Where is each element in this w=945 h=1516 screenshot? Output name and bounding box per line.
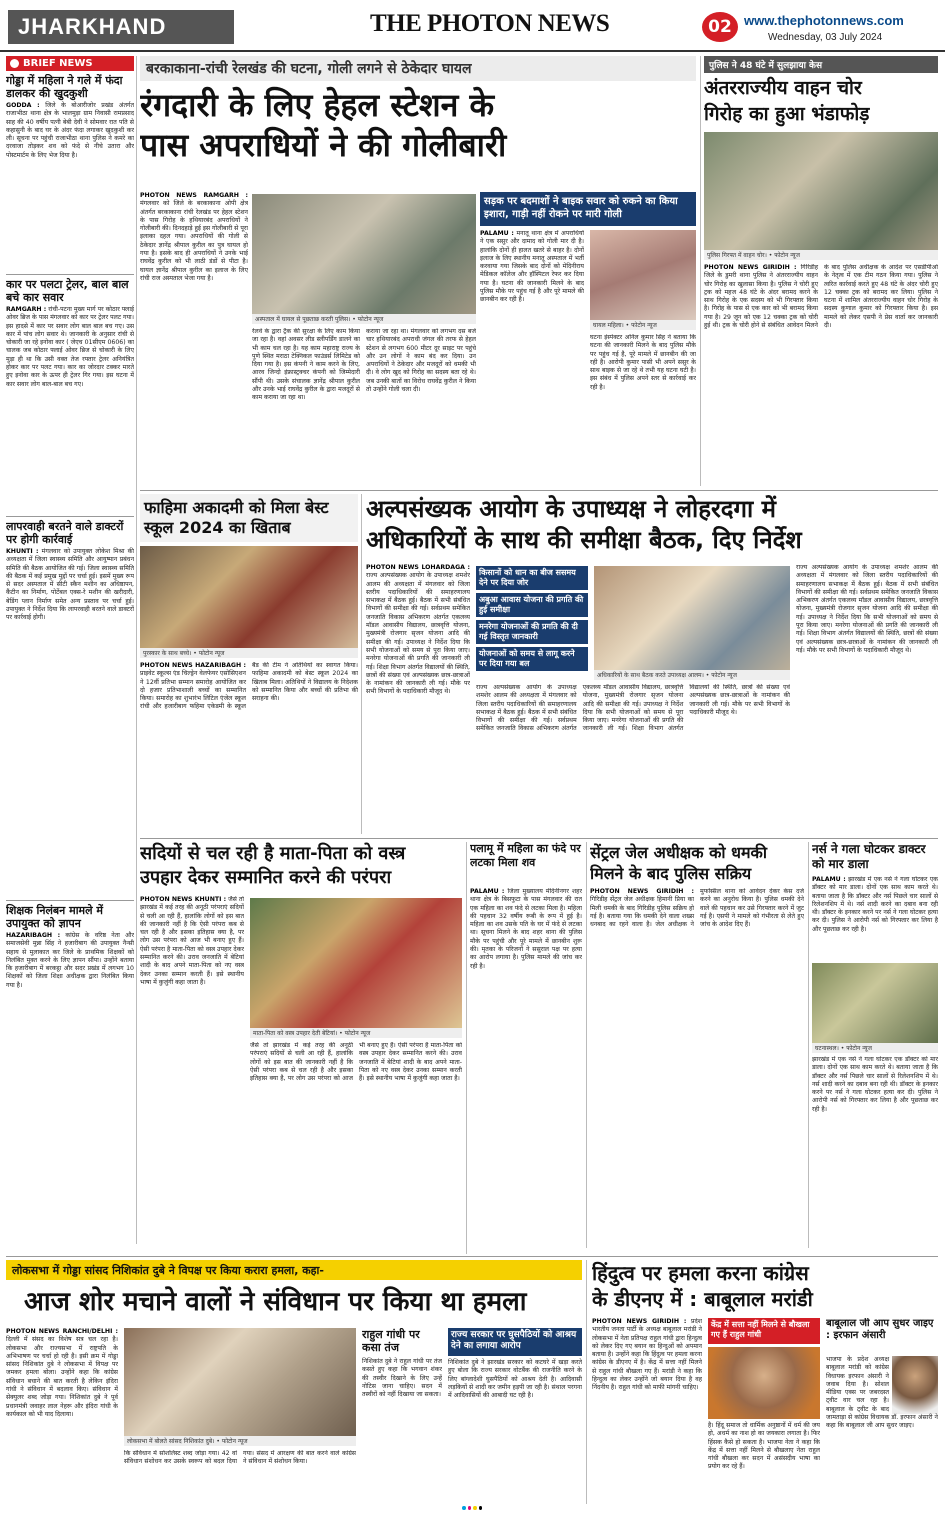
story-body: दिल्ली में संसद का विशेष सत्र चल रहा है। लोकसभा और राज्यसभा में राष्ट्रपति के अभिभाषण पर चर्चा हो रही है। इसी क्रम में गोड्डा सांसद निशिकांत दुबे ने लोकसभा में विपक्ष पर जमकर हमला बोला। उन्होंने कहा कि कांग्रेस संविधान बचाने की बात करती है लेकिन इंदिरा गांधी ने संविधान में बदलाव किए। संविधान में सेक्युलर शब्द जोड़ा गया। निशिकांत दुबे ने पूर्व प्रधानमंत्री जवाहर लाल नेहरू और इंदिरा गांधी के कार्यकाल को भी याद दिलाया। xyxy=(6,1336,118,1418)
subhead: बाबूलाल जी आप सुधर जाइए : इरफान अंसारी xyxy=(826,1318,934,1341)
story-body: गिरिडीह सेंट्रल जेल अधीक्षक हिमानी प्रिया का मिली धमकी के बाद गिरिडीह पुलिस सक्रिय हो गई है। बताया गया कि धमकी देने वाला शख्स धनबाद का रहने वाला है। जेल अधीक्षक ने मुफस्सिल थाना को आवेदन देकर केस दर्ज करने का अनुरोध किया है। पुलिस धमकी देने वाले की पहचान कर उसे गिरफ्तार करने में जुट गई है। एसपी ने मामले को गंभीरता से लेते हुए जांच के आदेश दिए हैं। xyxy=(590,888,804,929)
story-photo xyxy=(124,1328,356,1446)
nurse-story xyxy=(812,842,938,1248)
lead-story xyxy=(140,56,696,486)
side-story-body: घटना इंस्पेक्टर अनिल कुमार सिंह ने बताया कि घटना की जानकारी मिलने के बाद पुलिस मौके पर पहुंच गई है, पूरे मामले में छानबीन की जा रही है। आरोपी कुमार पासी भी अपने ससुर के साथ बाइक से जा रहे थे तभी यह घटना घटी है। इस संबंध में पुलिस अपने स्तर से कार्रवाई कर रही है। xyxy=(590,334,696,391)
story-headline[interactable]: सदियों से चल रही है माता-पिता को वस्त्र उपहार देकर सम्मानित करने की परंपरा xyxy=(140,843,406,888)
photo-caption: पुलिस गिरफ्त में वाहन चोर। • फोटोन न्यूज xyxy=(704,250,938,260)
story-photo xyxy=(250,898,462,1038)
photo-caption: पुरस्कार के साथ बच्चे। • फोटोन न्यूज xyxy=(140,648,358,658)
brief-body: कांग्रेस के वरिष्ठ नेता और समाजसेवी मुन्ना सिंह ने हजारीबाग की उपायुक्त नैन्सी सहाय से मुलाकात कर जिले के प्राथमिक शिक्षकों को निलंबित मुक्त करने के लिए ज्ञापन सौंपा। उन्होंने बताया कि हजारीबाग में बरकट्ठा और सदर प्रखंड में लगभग 10 शिक्षकों को जिला शिक्षा अधीक्षक द्वारा निलंबित किया गया है। xyxy=(6,932,134,989)
highlights-box xyxy=(476,566,588,676)
brief-headline[interactable]: गोड्डा में महिला ने गले में फंदा डालकर की खुदकुशी xyxy=(6,74,123,100)
minority-commission-story xyxy=(366,494,938,834)
story-body: राज्य अल्पसंख्यक आयोग के उपाध्यक्ष शमशेर आलम की अध्यक्षता में मंगलवार को जिला स्तरीय पदाधिकारियों की समाहरणालय सभाकक्ष में बैठक हुई। बैठक में सभी संबंधित विभागों की समीक्षा की गई। सर्वप्रथम समेकित जनजाति विकास अभिकरण अंतर्गत एकलव्य मॉडल आवासीय विद्यालय, छात्रवृत्ति योजना, मुख्यमंत्री रोजगार सृजन योजना आदि की समीक्षा की गई। उपाध्यक्ष ने निर्देश दिया कि सभी योजनाओं को समय से पूरा किया जाए। मनरेगा योजनाओं की प्रगति की जानकारी ली गई। शिक्षा विभाग अंतर्गत विद्यालयों की स्थिति, छात्रों की संख्या एवं अल्पसंख्यक छात्र-छात्राओं के नामांकन की जानकारी ली गई। मौके पर सभी विभागों के पदाधिकारी मौजूद थे। xyxy=(366,572,470,696)
dubey-headline[interactable]: आज शोर मचाने वालों ने संविधान पर किया था हमला xyxy=(24,1287,527,1317)
brief-body: मंगलवार को उपायुक्त लोकेश मिश्रा की अध्यक्षता में जिला स्वास्थ्य समिति और आयुष्मान प्रबंधन समिति की बैठक आयोजित की गई। जिला स्वास्थ्य समिति की बैठक में कई प्रमुख मुद्दों पर चर्चा हुई। इसमें मुख्य रूप से सदर अस्पताल में सीटी स्कैन मशीन का अधिष्ठापन, कैंटीन का निर्माण, पोर्टेबल एक्स-रे मशीन की खरीदारी, बेडिंग प्लान निर्माण समेत अन्य प्रस्ताव पर चर्चा हुई। उपायुक्त ने निर्देश दिया कि लापरवाही बरतने वाले डाक्टरों पर कार्रवाई होगी। xyxy=(6,548,134,622)
subhead-body: निशिकांत दुबे ने राहुल गांधी पर तंज कसते हुए कहा कि भगवान शंकर की तस्वीर दिखाने के लिए उन्हें नोटिस जाना चाहिए। सदन में तस्वीरों को नहीं दिखाया जा सकता। xyxy=(362,1358,442,1399)
side-story-photo xyxy=(590,230,696,330)
dateline: KHUNTI : xyxy=(6,548,39,555)
story-photo xyxy=(594,566,790,680)
highlight-item: किसानों को धान का बीज ससमय देने पर दिया जोर xyxy=(476,566,588,590)
side-story-headline[interactable]: सड़क पर बदमाशों ने बाइक सवार को रुकने का किया इशारा, गाड़ी नहीं रोकने पर मारी गोली xyxy=(480,192,696,226)
highlight-item: अबुआ आवास योजना की प्रगति की हुई समीक्षा xyxy=(476,593,588,617)
story-headline[interactable]: अल्पसंख्यक आयोग के उपाध्यक्ष ने लोहरदगा में अधिकारियों के साथ की समीक्षा बैठक, दिए निर्देश xyxy=(366,495,802,554)
story-headline[interactable]: फाहिमा अकादमी को मिला बेस्ट स्कूल 2024 का खिताब xyxy=(140,494,358,542)
dateline: GODDA : xyxy=(6,102,40,109)
photo-caption: अस्पताल में घायल से पूछताछ करती पुलिस। • फोटोन न्यूज xyxy=(252,314,476,324)
story-photo xyxy=(140,546,358,658)
dateline: RAMGARH : xyxy=(6,306,47,313)
brief-label: BRIEF NEWS xyxy=(6,56,134,71)
jail-threat-story xyxy=(590,842,804,1248)
vehicle-theft-story xyxy=(704,56,938,486)
marandi-story xyxy=(592,1260,938,1506)
subhead-body: निशिकांत दुबे ने झारखंड सरकार को कटघरे में खड़ा करते हुए बोला कि राज्य सरकार वोटबैंक की राजनीति करने के लिए बांग्लादेशी घुसपैठियों को आश्रय देती है। आदिवासी लड़कियों से शादी कर जमीन हड़पी जा रही है। संथाल परगना में आदिवासियों की आबादी घट रही है। xyxy=(448,1359,582,1400)
photo-caption: घायल महिला। • फोटोन न्यूज xyxy=(590,320,696,330)
story-body: प्रदेश भारतीय जनता पार्टी के अध्यक्ष बाबूलाल मरांडी ने लोकसभा में नेता प्रतिपक्ष राहुल गांधी द्वारा हिन्दुत्व को लेकर दिए गए बयान का हिन्दुओं को अपमान बताया है। उन्होंने कहा कि हिंदुत्व पर हमला करना कांग्रेस के डीएनए में है। केंद्र में सत्ता नहीं मिलने से राहुल गांधी बौखला गए हैं। मरांडी ने कहा कि हिन्दुत्व का लेकर उन्होंने जो बयान दिया है वह निंदनीय है। राहुल गांधी को माफी मांगनी चाहिए। xyxy=(592,1318,702,1392)
story-body-continued: है। हिंदू समाज तो धार्मिक अनुष्ठानों में धर्म की जय हो, अधर्म का नाश हो का जयकारा लगाता है। फिर हिंसक कैसे हो सकता है। भाजपा नेता ने कहा कि केंद्र में सत्ता नहीं मिलने से बौखलाए नेता राहुल गांधी बौखला कर सदन में असंसदीय भाषा का प्रयोग कर रहे हैं। xyxy=(708,1422,820,1471)
dateline: HAZARIBAGH : xyxy=(6,932,61,939)
story-body-continued: राज्य अल्पसंख्यक आयोग के उपाध्यक्ष शमशेर आलम की अध्यक्षता में मंगलवार को जिला स्तरीय पदाधिकारियों की समाहरणालय सभाकक्ष में बैठक हुई। बैठक में सभी संबंधित विभागों की समीक्षा की गई। सर्वप्रथम समेकित जनजाति विकास अभिकरण अंतर्गत एकलव्य मॉडल आवासीय विद्यालय, छात्रवृत्ति योजना, मुख्यमंत्री रोजगार सृजन योजना आदि की समीक्षा की गई। उपाध्यक्ष ने निर्देश दिया कि सभी योजनाओं को समय से पूरा किया जाए। मनरेगा योजनाओं की प्रगति की जानकारी ली गई। शिक्षा विभाग अंतर्गत विद्यालयों की स्थिति, छात्रों की संख्या एवं अल्पसंख्यक छात्र-छात्राओं के नामांकन की जानकारी ली गई। मौके पर सभी विभागों के पदाधिकारी मौजूद थे। xyxy=(796,564,938,654)
subhead: राहुल गांधी पर कसा तंज xyxy=(362,1328,420,1354)
dateline: PHOTON NEWS GIRIDIH : xyxy=(704,264,797,271)
dateline: PALAMU : xyxy=(812,876,846,883)
lead-body: मंगलवार को जिले के बरकाकाना ओपी क्षेत्र अंतर्गत बरकाकाना रांची रेलखंड पर हेहल स्टेशन के पास गिरोह के हथियारबंद अपराधियों ने गोलीबारी की। दिनदहाड़े हुई इस गोलीबारी से पूरा इलाका दहल गया। अपराधियों की गोली से ठेकेदार ज्ञानेंद्र श्रीपाल कुरील का पुत्र घायल हो गया है। इसके बाद ही अपराधियों ने उनके भाई राघवेंद्र कुरील को भी लाठी डंडों से पीटा है। घायल ज्ञानेंद्र श्रीपाल कुरील का इलाज के लिए रांची राज अस्पताल भेजा गया है। xyxy=(140,200,248,282)
registration-mark xyxy=(462,1506,482,1514)
dateline: PHOTON NEWS RANCHI/DELHI : xyxy=(6,1328,118,1335)
story-headline[interactable]: अंतरराज्यीय वाहन चोर गिरोह का हुआ भंडाफोड़ xyxy=(704,77,870,125)
paper-name[interactable]: THE PHOTON NEWS xyxy=(370,10,610,37)
tradition-story xyxy=(140,842,462,1254)
brief-icon xyxy=(10,59,19,68)
dateline: PALAMU : xyxy=(470,888,505,895)
dateline: PHOTON NEWS GIRIDIH : xyxy=(590,888,694,895)
photo-caption: घटनास्थल। • फोटोन न्यूज xyxy=(812,1043,938,1053)
brief-body: रांची-पटना मुख्य मार्ग पर कोठार फ्लाई ओवर ब्रिज के पास मंगलवार को कार पर ट्रेलर पलट गया। इस हादसे में कार पर सवार लोग बाल बाल बच गए। उस कार में पांच लोग सवार थे। जानकारी के अनुसार रांची से चोकारी जा रहे इनोवा कार ( जेएच 01सीएम 0606) का चालक जब कोठार फ्लाई ओवर ब्रिज से चोकारी के लिए मुड़ा ही था कि उसी वक्त तेज रफ्तार ट्रेलर अनियंत्रित होकर कार पर पलट गया। कार का जोरदार टक्कर मारते हुए इनोवा कार के ऊपर ही ट्रेलर गिर गया। इस घटना में कार सवार लोग बाल-बाल बच गए। xyxy=(6,306,134,388)
photo-caption: माता-पिता को वस्त्र उपहार देती बेटियां। • फोटोन न्यूज xyxy=(250,1028,462,1038)
photo-caption: अधिकारियों के साथ बैठक करते उपाध्यक्ष आलम। • फोटोन न्यूज xyxy=(594,670,790,680)
dateline: PALAMU : xyxy=(480,230,514,237)
dateline: PHOTON NEWS LOHARDAGA : xyxy=(366,564,470,571)
dubey-story xyxy=(6,1328,582,1506)
brief-headline[interactable]: कार पर पलटा ट्रेलर, बाल बाल बचे कार सवार xyxy=(6,278,129,304)
page-number: 02 xyxy=(702,12,738,42)
dateline: PHOTON NEWS HAZARIBAGH : xyxy=(140,662,246,669)
story-body: गिरिडीह जिले के डुमरी थाना पुलिस ने अंतरराज्यीय वाहन चोर गिरोह का खुलासा किया है। पुलिस ने चोरी हुए ट्रक को महज 48 घंटे के अंदर बरामद करने के साथ गिरोह के एक सदस्य को भी गिरफ्तार किया है। गिरोह के पास से एक कार को भी बरामद किया गया है। 29 जून को एक 12 चक्का ट्रक को चोरी हुई थी। ट्रक के चोरी होने से संबंधित आवेदन मिलने के बाद पुलिस अधीक्षक के आदेश पर एसडीपीओ के नेतृत्व में एक टीम गठन किया गया। पुलिस ने त्वरित कार्रवाई करते हुए 48 घंटे के अंदर चोरी हुए 12 चक्का ट्रक को बरामद कर लिया। पुलिस ने घटना में शामिल अंतरराज्यीय वाहन चोर गिरोह के सदस्य कुणाल कुमार को गिरफ्तार किया है। इस मामले को लेकर एसपी ने प्रेस वार्ता कर जानकारी दी। xyxy=(704,264,938,330)
story-body: झारखंड में एक नर्स ने गला घोटकर एक डॉक्टर को मार डाला। दोनों एक साथ काम करते थे। बताया जाता है कि डॉक्टर और नर्स पिछले चार सालों से रिलेशनशिप में थे। नर्स शादी करने का दबाव बना रही थी। डॉक्टर के इनकार करने पर नर्स ने गला घोटकर हत्या कर दी। पुलिस ने आरोपी नर्स को गिरफ्तार कर लिया है और पूछताछ कर रही है। xyxy=(812,876,938,933)
brief-headline[interactable]: लापरवाही बरतने वाले डाक्टरों पर होगी कार्रवाई xyxy=(6,520,124,546)
photo-caption: लोकसभा में बोलते सांसद निशिकांत दुबे। • फोटोन न्यूज xyxy=(124,1436,356,1446)
lead-kicker: बरकाकाना-रांची रेलखंड की घटना, गोली लगने से ठेकेदार घायल xyxy=(140,56,696,81)
dateline: PHOTON NEWS RAMGARH : xyxy=(140,192,248,199)
palamu-death-story xyxy=(470,842,582,1248)
story-body-continued: कि संविधान में सोशलिस्ट शब्द जोड़ा गया। 42 वां संविधान संशोधन कर उसके स्वरूप को बदल दिया गया। संसद में आरक्षण की बात करने वाले कांग्रेस ने संविधान में संशोधन किया। xyxy=(124,1450,356,1466)
issue-date: Wednesday, 03 July 2024 xyxy=(768,32,883,43)
dateline: PHOTON NEWS KHUNTI : xyxy=(140,896,227,903)
brief-news-column xyxy=(6,56,134,1246)
brief-item xyxy=(6,74,134,270)
dateline: PHOTON NEWS GIRIDIH : xyxy=(592,1318,687,1325)
lead-body: कराया जा रहा था। मंगलवार को लगभग दस बजे चार हथियारबंद अपराधी जंगल की तरफ से हेहल स्टेशन से लगभग 600 मीटर दूर साइट पर पहुंचे और उन लोगों ने काम बंद कर दिया। उन अपराधियों ने ठेकेदार और मजदूरों को धमकी भी दी। वे लोग खुद को गिरोह का सदस्य बता रहे थे। जब उनकी बातों का विरोध राघवेंद्र कुरील ने किया तो उन्होंने गोली चला दी। xyxy=(366,328,476,394)
brief-item xyxy=(6,274,134,512)
side-story-body: मनातू थाना क्षेत्र में अपराधियों ने एक ससुर और दामाद को गोली मार दी है। हालांकि दोनों ही हालत खतरे से बाहर है। दोनों इलाज के लिए स्थानीय मनातू अस्पताल में भर्ती करवाया गया जिसके बाद दोनों को मेदिनीराय मेडिकल कॉलेज और हॉस्पिटल रेफर कर दिया गया है। घटना की जानकारी मिलने के बाद पुलिस मौके पर पहुंच गई है और पूरे मामले की छानबीन कर रही है। xyxy=(480,230,584,304)
subhead: राज्य सरकार पर घुसपैठियों को आश्रय देने का लगाया आरोप xyxy=(448,1328,582,1356)
story-body-continued: जैसे तो झारखंड में कई तरह की अनूठी परंपराएं सदियों से चली आ रही हैं, हालांकि लोगों को इस बात की जानकारी नहीं है कि ऐसी परंपरा कब से चल रही है और इसका इतिहास क्या है, पर लोग उस परंपरा को आज भी बनाए हुए हैं। ऐसी परंपरा है माता-पिता को वस्त्र उपहार देकर सम्मानित करने की। उराव जनजाति में बेटियां शादी के बाद अपने माता-पिता को नए वस्त्र देकर उनका सम्मान करती हैं। इसे स्थानीय भाषा में कुजुंगी कहा जाता है। xyxy=(250,1042,462,1083)
story-photo xyxy=(704,132,938,260)
story-body: जिला मुख्यालय मेदिनीनगर शहर थाना क्षेत्र के बिसफुटा के पास मंगलवार की रात एक महिला का शव फंदे से लटका मिला है। महिला की पहचान 32 वर्षीय रूबी के रूप में हुई है। महिला का शव उसके पति के घर में फंदे से लटका था। सूचना मिलने के बाद शहर थाना की पुलिस मौके पर पहुंची और पूरे मामले में छानबीन शुरू की। मृतका के परिजनों ने ससुराल पक्ष पर हत्या का आरोप लगाया है। पुलिस मामले की जांच कर रही है। xyxy=(470,888,582,970)
box-headline: केंद्र में सत्ता नहीं मिलने से बौखला गए हैं राहुल गांधी xyxy=(708,1318,820,1344)
lead-body: रेलवे के द्वारा ट्रैक की सुरक्षा के लिए काम किया जा रहा है। वहां अवसर लीड स्लीपर्डिंग डालने का भी काम चल रहा है। यह काम महाराष्ट्र राज्य के पुणे स्थित मराठा टेक्निकल फाउंडर्स लिमिटेड को दिया गया है। इस कंपनी ने काम करने के लिए, आरव जिन्दो इंफ्रास्ट्रक्चर कंपनी को जिम्मेदारी सौंपी थी। उसके संचालक ज्ञानेंद्र श्रीपाल कुरील और उनके भाई राघवेंद्र कुरील के द्वारा मजदूरों से काम कराया जा रहा था। xyxy=(252,328,360,402)
subhead-body: भाजपा के प्रदेश अध्यक्ष बाबूलाल मरांडी को कांग्रेस विधायक इरफान अंसारी ने जवाब दिया है। सोशल मीडिया एक्स पर जबरदस्त ट्वीट वार चल रहा है। बाबूलाल के ट्वीट के बाद जामताड़ा से कांग्रेस विधायक डॉ. इरफान अंसारी ने कहा कि बाबूलाल जी आप सुधर जाइए। xyxy=(826,1356,938,1430)
brief-body: जिले के बोआरीजोर प्रखंड अंतर्गत राजाभीठा थाना क्षेत्र के भालमुड़ा ग्राम निवासी रामप्रसाद साह की 40 वर्षीय पत्नी बेबी देवी ने सोमवार रात पति से कहासुनी के बाद घर के अंदर फंदा लगाकर खुदकुशी कर ली। सूचना पर पहुंची राजाभीठा थाना पुलिस ने कमरे का दरवाजा तोड़कर शव को फंदे से नीचे उतारा और पोस्टमार्टम के लिए भेज दिया है। xyxy=(6,102,134,159)
story-body-continued: झारखंड में एक नर्स ने गला घोटकर एक डॉक्टर को मार डाला। दोनों एक साथ काम करते थे। बताया जाता है कि डॉक्टर और नर्स पिछले चार सालों से रिलेशनशिप में थे। नर्स शादी करने का दबाव बना रही थी। डॉक्टर के इनकार करने पर नर्स ने गला घोटकर हत्या कर दी। पुलिस ने आरोपी नर्स को गिरफ्तार कर लिया है और पूछताछ कर रही है। xyxy=(812,1056,938,1113)
lead-headline[interactable]: रंगदारी के लिए हेहल स्टेशन के पास अपराधियों ने की गोलीबारी xyxy=(140,86,507,164)
section-label: JHARKHAND xyxy=(8,10,234,44)
story-photo xyxy=(812,963,938,1053)
brief-headline[interactable]: शिक्षक निलंबन मामले में उपायुक्त को ज्ञापन xyxy=(6,904,103,930)
lead-photo xyxy=(252,194,476,324)
website-link[interactable]: www.thephotonnews.com xyxy=(744,13,904,28)
highlight-item: योजनाओं को समय से लागू करने पर दिया गया बल xyxy=(476,647,588,671)
story-body-continued: राज्य अल्पसंख्यक आयोग के उपाध्यक्ष शमशेर आलम की अध्यक्षता में मंगलवार को जिला स्तरीय पदाधिकारियों की समाहरणालय सभाकक्ष में बैठक हुई। बैठक में सभी संबंधित विभागों की समीक्षा की गई। सर्वप्रथम समेकित जनजाति विकास अभिकरण अंतर्गत एकलव्य मॉडल आवासीय विद्यालय, छात्रवृत्ति योजना, मुख्यमंत्री रोजगार सृजन योजना आदि की समीक्षा की गई। उपाध्यक्ष ने निर्देश दिया कि सभी योजनाओं को समय से पूरा किया जाए। मनरेगा योजनाओं की प्रगति की जानकारी ली गई। शिक्षा विभाग अंतर्गत विद्यालयों की स्थिति, छात्रों की संख्या एवं अल्पसंख्यक छात्र-छात्राओं के नामांकन की जानकारी ली गई। मौके पर सभी विभागों के पदाधिकारी मौजूद थे। xyxy=(476,684,790,733)
story-headline[interactable]: नर्स ने गला घोटकर डाक्टर को मार डाला xyxy=(812,842,926,871)
dubey-banner: लोकसभा में गोड्डा सांसद निशिकांत दुबे ने विपक्ष पर किया करारा हमला, कहा- xyxy=(6,1260,582,1280)
highlight-item: मनरेगा योजनाओं की प्रगति की दी गई विस्तृत जानकारी xyxy=(476,620,588,644)
brief-item xyxy=(6,900,134,1220)
irfan-photo xyxy=(892,1356,938,1414)
fahima-story xyxy=(140,494,358,834)
story-headline[interactable]: हिंदुत्व पर हमला करना कांग्रेस के डीएनए में : बाबूलाल मरांडी xyxy=(592,1261,813,1311)
story-body: प्राइवेट स्कूल्स एंड चिल्ड्रेन वेलफेयर एसोसिएशन ने 12वीं प्रतिभा सम्मान समारोह आयोजित कर दो हजार प्रतिभाशाली बच्चों का सम्मानित किया। समारोह का शुभारंभ लिटिल एंजेल स्कूल रांची और हजारीबाग फहिमा एकेडमी के स्कूल बैंड की टीम ने अतिथियों का स्वागत किया। फाहिमा अकादमी को बेस्ट स्कूल 2024 का खिताब मिला। अतिथियों ने विद्यालय के निदेशक को सम्मानित किया और बच्चों की प्रतिभा की सराहना की। xyxy=(140,662,358,711)
story-headline[interactable]: पलामू में महिला का फंदे पर लटका मिला शव xyxy=(470,842,581,869)
side-story xyxy=(480,192,696,484)
story-headline[interactable]: सेंट्रल जेल अधीक्षक को धमकी मिलने के बाद पुलिस सक्रिय xyxy=(590,843,767,883)
marandi-photo xyxy=(708,1347,820,1419)
story-body: जैसे तो झारखंड में कई तरह की अनूठी परंपराएं सदियों से चली आ रही हैं, हालांकि लोगों को इस बात की जानकारी नहीं है कि ऐसी परंपरा कब से चल रही है और इसका इतिहास क्या है, पर लोग उस परंपरा को आज भी बनाए हुए हैं। ऐसी परंपरा है माता-पिता को वस्त्र उपहार देकर सम्मानित करने की। उराव जनजाति में बेटियां शादी के बाद अपने माता-पिता को नए वस्त्र देकर उनका सम्मान करती हैं। इसे स्थानीय भाषा में कुजुंगी कहा जाता है। xyxy=(140,896,244,986)
brief-item xyxy=(6,516,134,896)
masthead xyxy=(0,0,945,52)
story-kicker: पुलिस ने 48 घंटे में सुलझाया केस xyxy=(704,56,938,73)
